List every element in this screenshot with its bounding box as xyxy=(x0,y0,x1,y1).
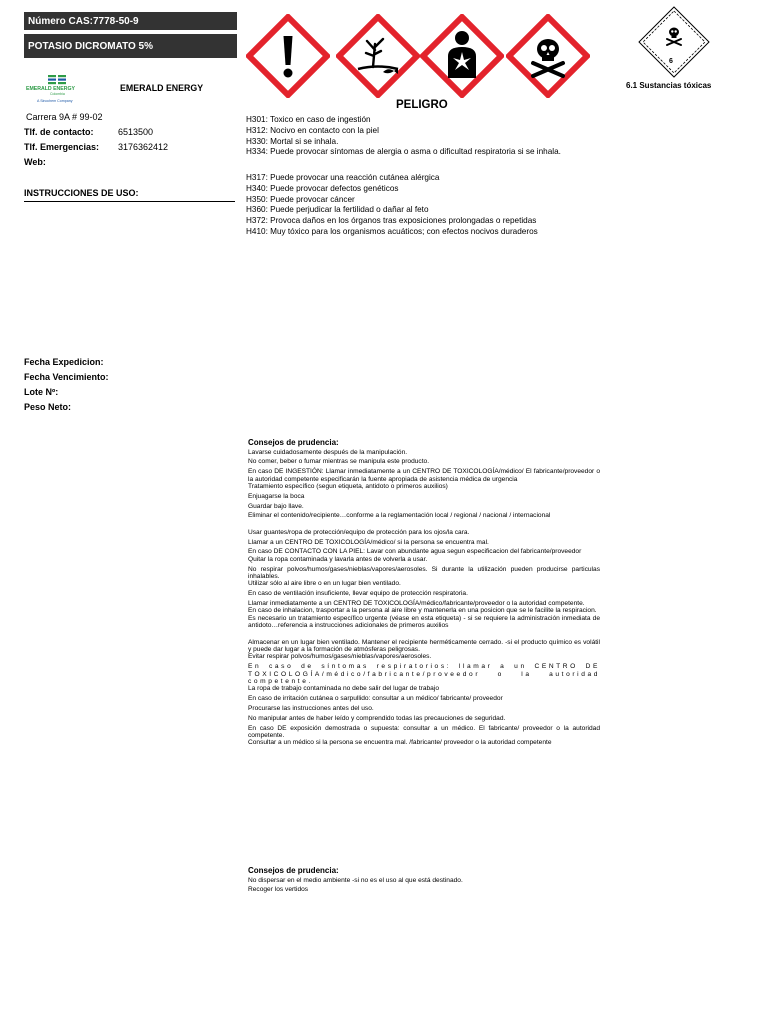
product-name: POTASIO DICROMATO 5% xyxy=(28,41,154,52)
hazard-statements-group-1 xyxy=(246,115,561,158)
precaution-statement: La ropa de trabajo contaminada no debe salir del lugar de trabajo xyxy=(248,685,439,693)
product-name-box xyxy=(24,34,237,58)
precaution-statement: No respirar polvos/humos/gases/nieblas/vapores/aerosoles. Si durante la utilización pueden producirse particulas inhalables. xyxy=(248,565,600,580)
logo-tagline: A Sinochem Company xyxy=(37,99,73,103)
precaution-statement: Lavarse cuidadosamente después de la manipulación. xyxy=(248,448,408,456)
hazard-statement: H317: Puede provocar una reacción cutánea alérgica xyxy=(246,173,440,182)
cas-number: 7778-50-9 xyxy=(93,16,139,27)
precaution-statement: Consultar a un médico si la persona se encuentra mal. /fabricante/ proveedor o la autoridad competente xyxy=(248,739,552,747)
logo-text: EMERALD ENERGY xyxy=(26,86,75,92)
hazard-statement: H334: Puede provocar síntomas de alergia o asma o dificultad respiratoria si se inhala. xyxy=(246,147,561,157)
emergency-value: 3176362412 xyxy=(118,142,169,152)
precaution-statement: Evitar respirar polvos/humos/gases/nieblas/vapores/aerosoles. xyxy=(248,653,432,661)
expiry-date-label: Fecha Vencimiento: xyxy=(24,372,109,382)
precaution-statement: En caso DE CONTACTO CON LA PIEL: Lavar con abundante agua segun especificacion del fabricante/proveedor xyxy=(248,548,582,556)
environment-icon xyxy=(336,14,420,98)
hazard-statement: H301: Toxico en caso de ingestión xyxy=(246,115,371,124)
precaution-statement: En caso de inhalacion, trasportar a la persona al aire libre y mantenerla en una posicion que se le facilite la respiracion. xyxy=(248,607,597,615)
logo-subtext: Colombia xyxy=(50,92,65,96)
instructions-label: INSTRUCCIONES DE USO: xyxy=(24,188,139,198)
company-address: Carrera 9A # 99-02 xyxy=(26,112,103,122)
precaution-statement: En caso de irritación cutánea o sarpullido: consultar a un médico/ fabricante/ proveedor xyxy=(248,695,503,703)
hazard-statement: H350: Puede provocar cáncer xyxy=(246,194,355,204)
hazard-statement: H410: Muy tóxico para los organismos acuáticos; con efectos nocivos duraderos xyxy=(246,226,538,236)
precaution-statement: No manipular antes de haber leído y comprendido todas las precauciones de seguridad. xyxy=(248,714,506,722)
precautions-section-2 xyxy=(248,866,600,894)
transport-label: 6.1 Sustancias tóxicas xyxy=(626,81,712,90)
precaution-statement: Guardar bajo llave. xyxy=(248,502,304,510)
issue-date-label: Fecha Expedicion: xyxy=(24,357,104,367)
net-weight-label: Peso Neto: xyxy=(24,402,72,412)
precaution-statement: En caso de síntomas respiratorios: llamar a un CENTRO DE TOXICOLOGÍA/médico/fabricante/proveedor o la autoridad competente. xyxy=(248,663,600,685)
contact-label: Tlf. de contacto: xyxy=(24,127,94,137)
precaution-statement: No comer, beber o fumar mientras se manipula este producto. xyxy=(248,458,430,466)
hazard-statement: H340: Puede provocar defectos genéticos xyxy=(246,183,399,193)
hazard-statement: H330: Mortal si se inhala. xyxy=(246,136,339,146)
precaution-statement: Llamar a un CENTRO DE TOXICOLOGÍA/médico/ si la persona se encuentra mal. xyxy=(248,538,489,546)
hazard-statement: H372: Provoca daños en los órganos tras exposiciones prolongadas o repetidas xyxy=(246,216,537,226)
contact-value: 6513500 xyxy=(118,127,154,137)
signal-word: PELIGRO xyxy=(396,99,448,111)
exclamation-mark-icon xyxy=(246,14,330,98)
precaution-statement: Usar guantes/ropa de protección/equipo de protección para los ojos/la cara. xyxy=(248,528,470,536)
precaution-statement: Procurarse las instrucciones antes del uso. xyxy=(248,704,374,712)
precautions-title: Consejos de prudencia: xyxy=(248,438,339,447)
hazard-statements-group-2 xyxy=(246,173,538,238)
hazard-statement: H360: Puede perjudicar la fertilidad o dañar al feto xyxy=(246,205,429,215)
toxic-transport-icon xyxy=(637,5,711,79)
precaution-statement: En caso de ventilación insuficiente, llevar equipo de protección respiratoria. xyxy=(248,590,468,598)
precaution-statement: Recoger los vertidos xyxy=(248,886,309,894)
precautions-title: Consejos de prudencia: xyxy=(248,866,339,875)
instructions-divider xyxy=(24,201,235,202)
precautions-section-1 xyxy=(248,438,600,747)
skull-crossbones-icon xyxy=(506,14,590,98)
precaution-statement: En caso DE exposición demostrada o supuesta: consultar a un médico. El fabricante/ proveedor o la autoridad competente. xyxy=(248,724,600,739)
precaution-statement: Eliminar el contenido/recipiente…conforme a la reglamentación local / regional / nacional / internacional xyxy=(248,512,551,520)
precaution-statement: En caso DE INGESTIÓN: Llamar inmediatamente a un CENTRO DE TOXICOLOGÍA/médico/ El fabricante/proveedor o la autoridad competente especificarán la fuente apropiada de asistencia médica de urgencia xyxy=(248,468,600,483)
precaution-statement: Utilizar sólo al aire libre o en un lugar bien ventilado. xyxy=(248,580,401,588)
precaution-statement: No dispersar en el medio ambiente -si no es el uso al que está destinado. xyxy=(248,876,463,884)
emergency-label: Tlf. Emergencias: xyxy=(24,142,100,152)
company-logo xyxy=(24,72,94,108)
cas-label: Número CAS: xyxy=(28,16,94,27)
transport-class-number: 6 xyxy=(669,58,673,65)
web-label: Web: xyxy=(24,157,46,167)
precaution-statement: Tratamiento específico (segun etiqueta, antidoto o primeros auxilios) xyxy=(248,482,448,490)
precaution-statement: Es necesario un tratamiento específico urgente (véase en esta etiqueta) - si se requiere la administración inmediata de antidoto…referencia a instrucciones adicionales de primeros auxilios xyxy=(248,614,600,630)
cas-box xyxy=(24,12,237,30)
precaution-statement: Quitar la ropa contaminada y lavarla antes de volverla a usar. xyxy=(248,555,428,563)
health-hazard-icon xyxy=(420,14,504,98)
hazard-statement: H312: Nocivo en contacto con la piel xyxy=(246,125,379,135)
precaution-statement: Llamar inmediatamente a un CENTRO DE TOXICOLOGÍA/médico/fabricante/proveedor o la autoridad competente. xyxy=(248,599,585,607)
precaution-statement: Almacenar en un lugar bien ventilado. Mantener el recipiente herméticamente cerrado. -si el producto químico es volátil y puede dar lugar a la formación de atmósferas peligrosas. xyxy=(248,638,600,653)
company-name: EMERALD ENERGY xyxy=(120,83,204,93)
precaution-statement: Enjuagarse la boca xyxy=(248,492,305,500)
lot-number-label: Lote Nº: xyxy=(24,387,59,397)
